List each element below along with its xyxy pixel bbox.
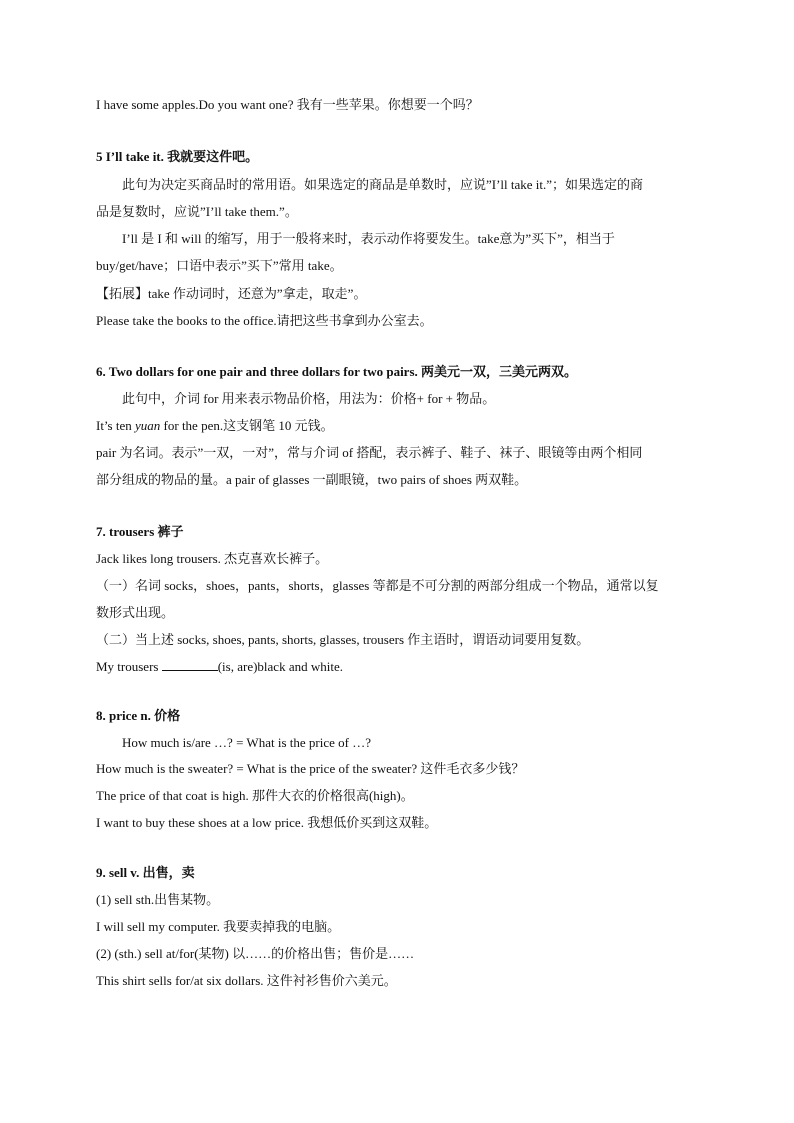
section-5-line-1: 此句为决定买商品时的常用语。如果选定的商品是单数时，应说”I’ll take it.”；如果选定的商: [122, 177, 644, 192]
section-8-heading: 8. price n. 价格: [96, 708, 181, 723]
section-7-line-5-b: (is, are)black and white.: [217, 659, 343, 674]
section-6-line-4: 部分组成的物品的量。a pair of glasses 一副眼镜，two pairs of shoes 两双鞋。: [96, 472, 528, 487]
answer-blank: [162, 658, 218, 671]
section-6-yuan: yuan: [135, 418, 161, 433]
section-9-heading: 9. sell v. 出售，卖: [96, 865, 195, 880]
section-6-line-3: pair 为名词。表示”一双，一对”，常与介词 of 搭配，表示裤子、鞋子、袜子、眼镜等由两个相同: [96, 445, 643, 460]
section-7-line-1: Jack likes long trousers. 杰克喜欢长裤子。: [96, 551, 329, 566]
section-5-line-4: buy/get/have；口语中表示”买下”常用 take。: [96, 258, 343, 273]
section-7-line-5-a: My trousers: [96, 659, 162, 674]
section-8-line-1: How much is/are …? = What is the price of …?: [122, 735, 371, 750]
section-7-line-4: （二）当上述 socks, shoes, pants, shorts, glasses, trousers 作主语时，谓语动词要用复数。: [96, 632, 590, 647]
section-5-line-2: 品是复数时，应说”I’ll take them.”。: [96, 204, 298, 219]
section-9-line-1: (1) sell sth.出售某物。: [96, 892, 220, 907]
section-5-line-3: I’ll 是 I 和 will 的缩写，用于一般将来时，表示动作将要发生。take意为”买下”，相当于: [122, 231, 615, 246]
section-8-line-3: The price of that coat is high. 那件大衣的价格很高(high)。: [96, 788, 414, 803]
section-9-line-2: I will sell my computer. 我要卖掉我的电脑。: [96, 919, 341, 934]
section-8-line-4: I want to buy these shoes at a low price. 我想低价买到这双鞋。: [96, 815, 438, 830]
section-7-line-2: （一）名词 socks，shoes，pants，shorts，glasses 等都是不可分割的两部分组成一个物品，通常以复: [96, 578, 659, 593]
section-5-line-6: Please take the books to the office.请把这些书拿到办公室去。: [96, 313, 433, 328]
section-6-heading: 6. Two dollars for one pair and three dollars for two pairs. 两美元一双，三美元两双。: [96, 364, 578, 379]
section-9-line-4: This shirt sells for/at six dollars. 这件衬衫售价六美元。: [96, 973, 397, 988]
section-5-line-5: 【拓展】take 作动词时，还意为”拿走，取走”。: [96, 286, 367, 301]
intro-line: I have some apples.Do you want one? 我有一些苹果。你想要一个吗？: [96, 97, 479, 112]
section-6-line-1: 此句中，介词 for 用来表示物品价格，用法为：价格+ for + 物品。: [122, 391, 496, 406]
section-6-line-2: [96, 417, 334, 435]
section-8-line-2: How much is the sweater? = What is the price of the sweater? 这件毛衣多少钱？: [96, 761, 525, 776]
section-6-line-2-b: for the pen.这支钢笔 10 元钱。: [160, 418, 334, 433]
section-9-line-3: (2) (sth.) sell at/for(某物) 以……的价格出售；售价是……: [96, 946, 415, 961]
section-5-heading: 5 I’ll take it. 我就要这件吧。: [96, 149, 259, 164]
section-7-line-5: [96, 658, 343, 676]
section-6-line-2-a: It’s ten: [96, 418, 135, 433]
section-7-line-3: 数形式出现。: [96, 605, 175, 620]
section-7-heading: 7. trousers 裤子: [96, 524, 184, 539]
